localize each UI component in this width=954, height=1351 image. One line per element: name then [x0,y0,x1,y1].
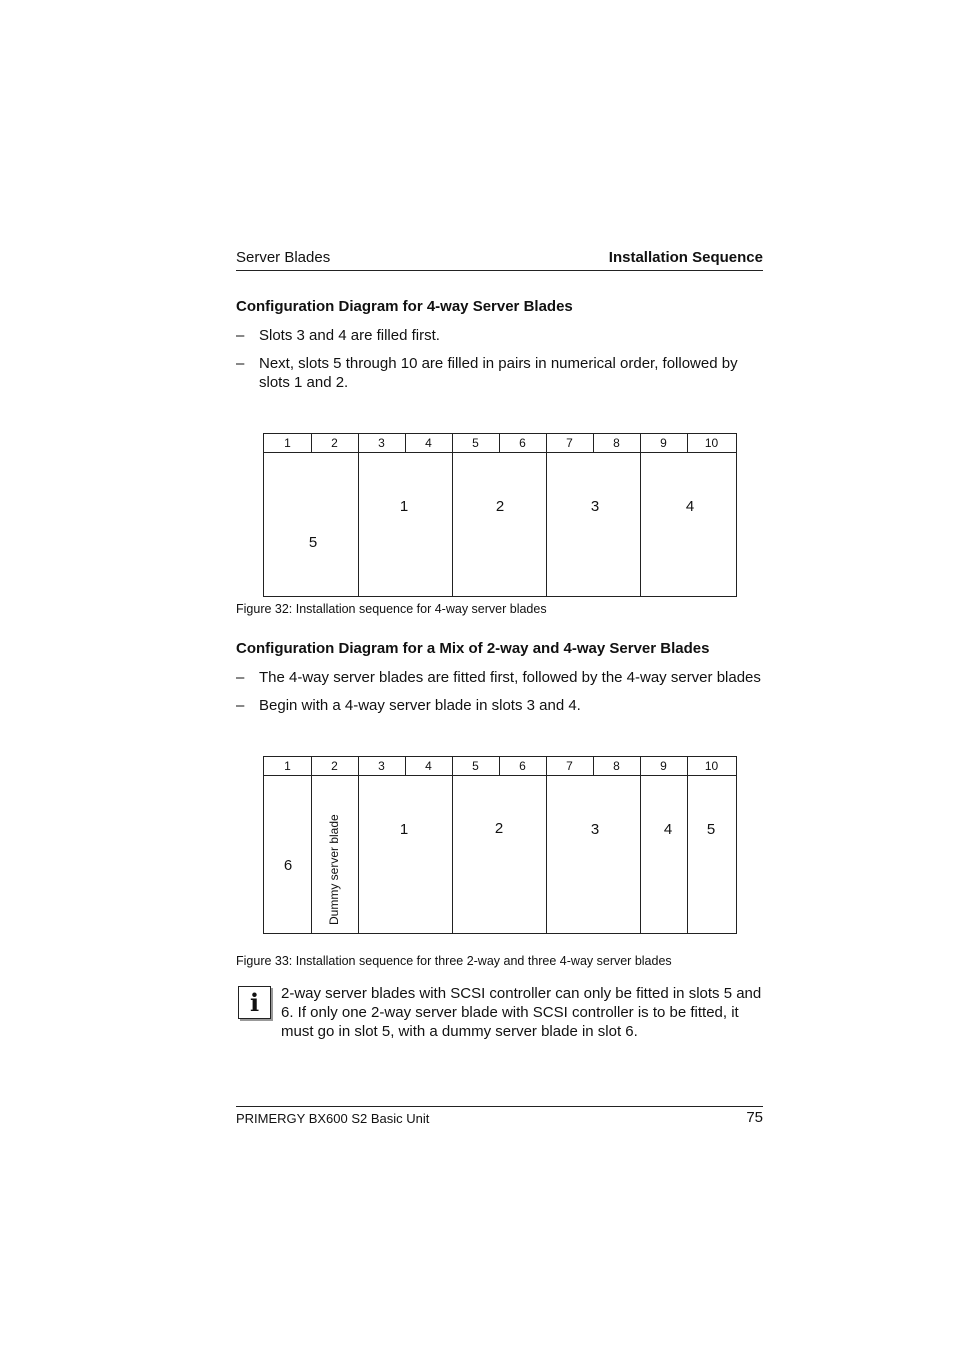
bullet-dash: – [236,669,245,686]
slot-number: 7 [566,436,573,450]
figure-caption: Figure 32: Installation sequence for 4-way server blades [236,602,547,616]
blade-sequence-number: 3 [590,821,600,838]
footer-rule [236,1106,763,1107]
slot-number: 9 [660,759,667,773]
blade-divider [640,757,641,933]
blade-sequence-number: 4 [663,821,673,838]
blade-divider [452,757,453,933]
bullet-text: Next, slots 5 through 10 are filled in pairs in numerical order, followed by slots 1 and 2. [259,355,738,391]
slot-number: 4 [425,436,432,450]
slot-number: 1 [284,436,291,450]
blade-sequence-number: 5 [308,534,318,551]
header-rule [236,270,763,271]
slot-diagram-mix [263,756,737,934]
bullet-text: Slots 3 and 4 are filled first. [259,327,440,344]
bullet-item [236,696,766,715]
blade-sequence-number: 4 [685,498,695,515]
blade-divider [546,434,547,596]
blade-divider [358,434,359,596]
slot-divider [593,757,594,775]
bullet-dash: – [236,327,245,344]
slot-divider [311,434,312,452]
blade-sequence-number: 2 [495,498,505,515]
bullet-item [236,354,766,392]
blade-sequence-number: 6 [283,857,293,874]
slot-divider [687,434,688,452]
slot-number-row [264,434,736,453]
slot-divider [593,434,594,452]
footer-product-name: PRIMERGY BX600 S2 Basic Unit [236,1111,430,1126]
slot-divider [499,434,500,452]
slot-diagram-4way [263,433,737,597]
slot-divider [499,757,500,775]
slot-number: 9 [660,436,667,450]
blade-divider [311,757,312,933]
slot-divider [405,434,406,452]
page-number: 75 [746,1109,763,1126]
blade-divider [687,757,688,933]
slot-number: 6 [519,759,526,773]
blade-divider [452,434,453,596]
info-icon: i [238,986,271,1019]
bullet-text: Begin with a 4-way server blade in slots 3 and 4. [259,697,581,714]
running-header-title: Installation Sequence [608,249,763,266]
blade-sequence-number: 5 [706,821,716,838]
blade-sequence-number: 1 [399,821,409,838]
bullet-text: The 4-way server blades are fitted first, followed by the 4-way server blades [259,669,761,686]
slot-number: 10 [704,759,719,773]
blade-sequence-number: 1 [399,498,409,515]
slot-number: 6 [519,436,526,450]
section-heading-4way: Configuration Diagram for 4-way Server Blades [236,298,573,315]
figure-caption: Figure 33: Installation sequence for three 2-way and three 4-way server blades [236,954,672,968]
slot-number: 5 [472,436,479,450]
slot-number: 1 [284,759,291,773]
slot-number: 4 [425,759,432,773]
slot-number: 2 [331,759,338,773]
section-heading-mix: Configuration Diagram for a Mix of 2-way and 4-way Server Blades [236,640,710,657]
blade-divider [546,757,547,933]
bullet-dash: – [236,355,245,372]
bullet-item [236,326,766,345]
running-header-section: Server Blades [236,249,331,266]
slot-number: 2 [331,436,338,450]
slot-number: 7 [566,759,573,773]
bullet-dash: – [236,697,245,714]
note-text: 2-way server blades with SCSI controller can only be fitted in slots 5 and 6. If only one 2-way server blade with SCSI controller is to be fitted, it must go in slot 5, with a dummy server blade in slot 6. [281,985,762,1040]
blade-sequence-number: 3 [590,498,600,515]
slot-divider [405,757,406,775]
blade-sequence-number: 2 [494,820,504,837]
slot-number: 10 [704,436,719,450]
slot-number: 8 [613,759,620,773]
slot-number: 8 [613,436,620,450]
slot-number-row [264,757,736,776]
slot-number: 5 [472,759,479,773]
blade-divider [640,434,641,596]
blade-divider [358,757,359,933]
bullet-item [236,668,766,687]
slot-number: 3 [378,436,385,450]
slot-number: 3 [378,759,385,773]
dummy-blade-label: Dummy server blade [327,814,341,925]
